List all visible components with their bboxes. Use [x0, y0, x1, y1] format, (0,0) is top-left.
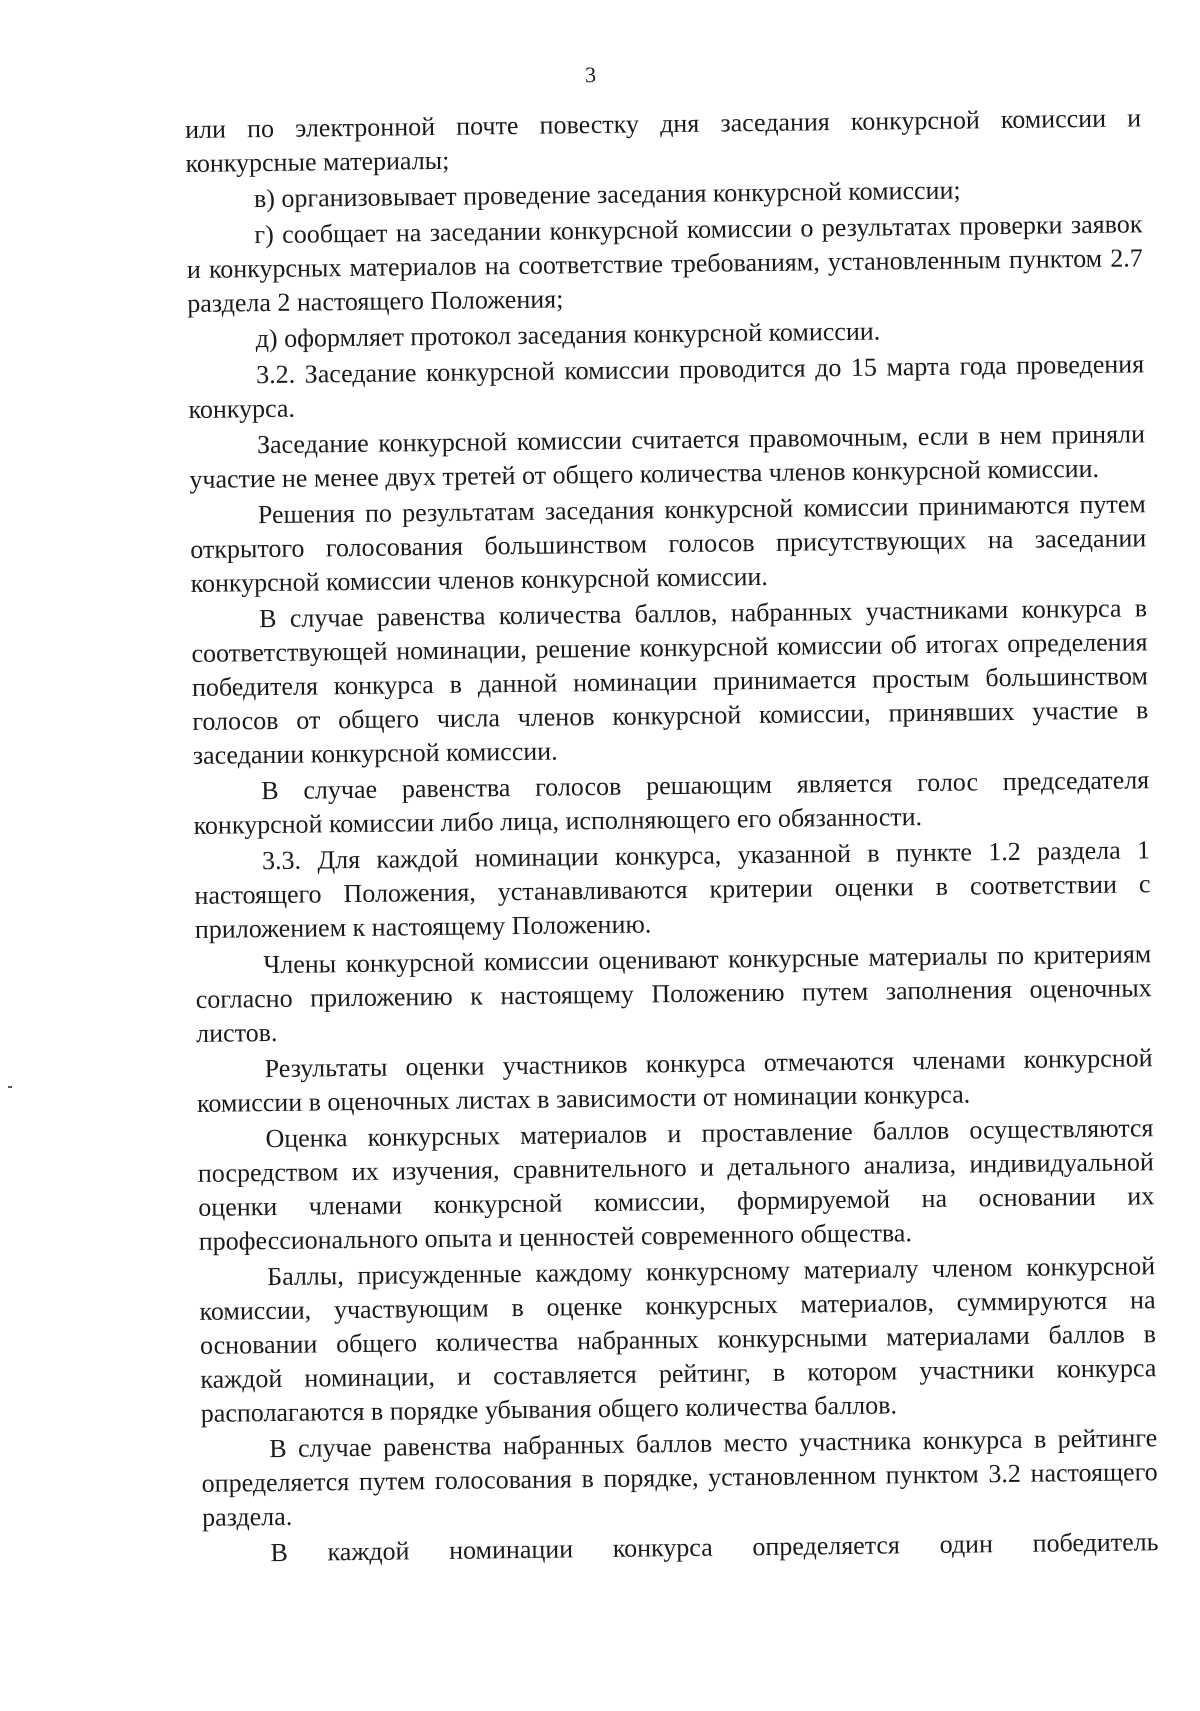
paragraph: 3.3. Для каждой номинации конкурса, указанной в пункте 1.2 раздела 1 настоящего Положения, устанавливаются критерии оценки в соответствии с приложением к настоящему Положению. [194, 835, 1151, 944]
paragraph: Решения по результатам заседания конкурсной комиссии принимаются путем открытого голосования большинством голосов присутствующих на заседании конкурсной комиссии членов конкурсной комиссии. [190, 489, 1147, 598]
paragraph: 3.2. Заседание конкурсной комиссии проводится до 15 марта года проведения конкурса. [188, 349, 1145, 424]
paragraph: Оценка конкурсных материалов и проставление баллов осуществляются посредством их изучения, сравнительного и детального анализа, индивидуальной оценки членами конкурсной комиссии, формируемой на основании их профессионального опыта и ценностей современного общества. [197, 1113, 1155, 1256]
paragraph: В случае равенства голосов решающим является голос председателя конкурсной комиссии либо лица, исполняющего его обязанности. [193, 765, 1150, 840]
paragraph: Результаты оценки участников конкурса отмечаются членами конкурсной комиссии в оценочных листах в зависимости от номинации конкурса. [196, 1043, 1153, 1118]
scan-margin-mark [8, 1086, 12, 1088]
paragraph: д) оформляет протокол заседания конкурсной комиссии. [255, 316, 881, 354]
paragraph: Члены конкурсной комиссии оценивают конкурсные материалы по критериям согласно приложению к настоящему Положению путем заполнения оценочных листов. [195, 939, 1152, 1048]
paragraph: В каждой номинации конкурса определяется один победитель [270, 1527, 1159, 1568]
paragraph: в) организовывает проведение заседания конкурсной комиссии; [253, 175, 961, 214]
paragraph: г) сообщает на заседании конкурсной комиссии о результатах проверки заявок и конкурсных материалов на соответствие требованиям, установленным пунктом 2.7 раздела 2 настоящего Положения; [186, 209, 1143, 319]
paragraph: В случае равенства набранных баллов место участника конкурса в рейтинге определяется путем голосования в порядке, установленном пунктом 3.2 настоящего раздела. [201, 1423, 1158, 1532]
document-body [185, 101, 1159, 1573]
paragraph: или по электронной почте повестку дня заседания конкурсной комиссии и конкурсные материалы; [184, 103, 1142, 179]
page-number: 3 [584, 61, 597, 88]
paragraph: Баллы, присужденные каждому конкурсному материалу членом конкурсной комиссии, участвующим в оценке конкурсных материалов, суммируются на основании общего количества набранных конкурсными материалами баллов в каждой номинации, и составляется рейтинг, в котором участники конкурса располагаются в порядке убывания общего количества баллов. [199, 1251, 1157, 1428]
paragraph: В случае равенства количества баллов, набранных участниками конкурса в соответствующей номинации, решение конкурсной комиссии об итогах определения победителя конкурса в данной номинации принимается простым большинством голосов от общего числа членов конкурсной комиссии, принявших участие в заседании конкурсной комиссии. [191, 593, 1149, 770]
paragraph: Заседание конкурсной комиссии считается правомочным, если в нем приняли участие не менее двух третей от общего количества членов конкурсной комиссии. [189, 419, 1146, 494]
